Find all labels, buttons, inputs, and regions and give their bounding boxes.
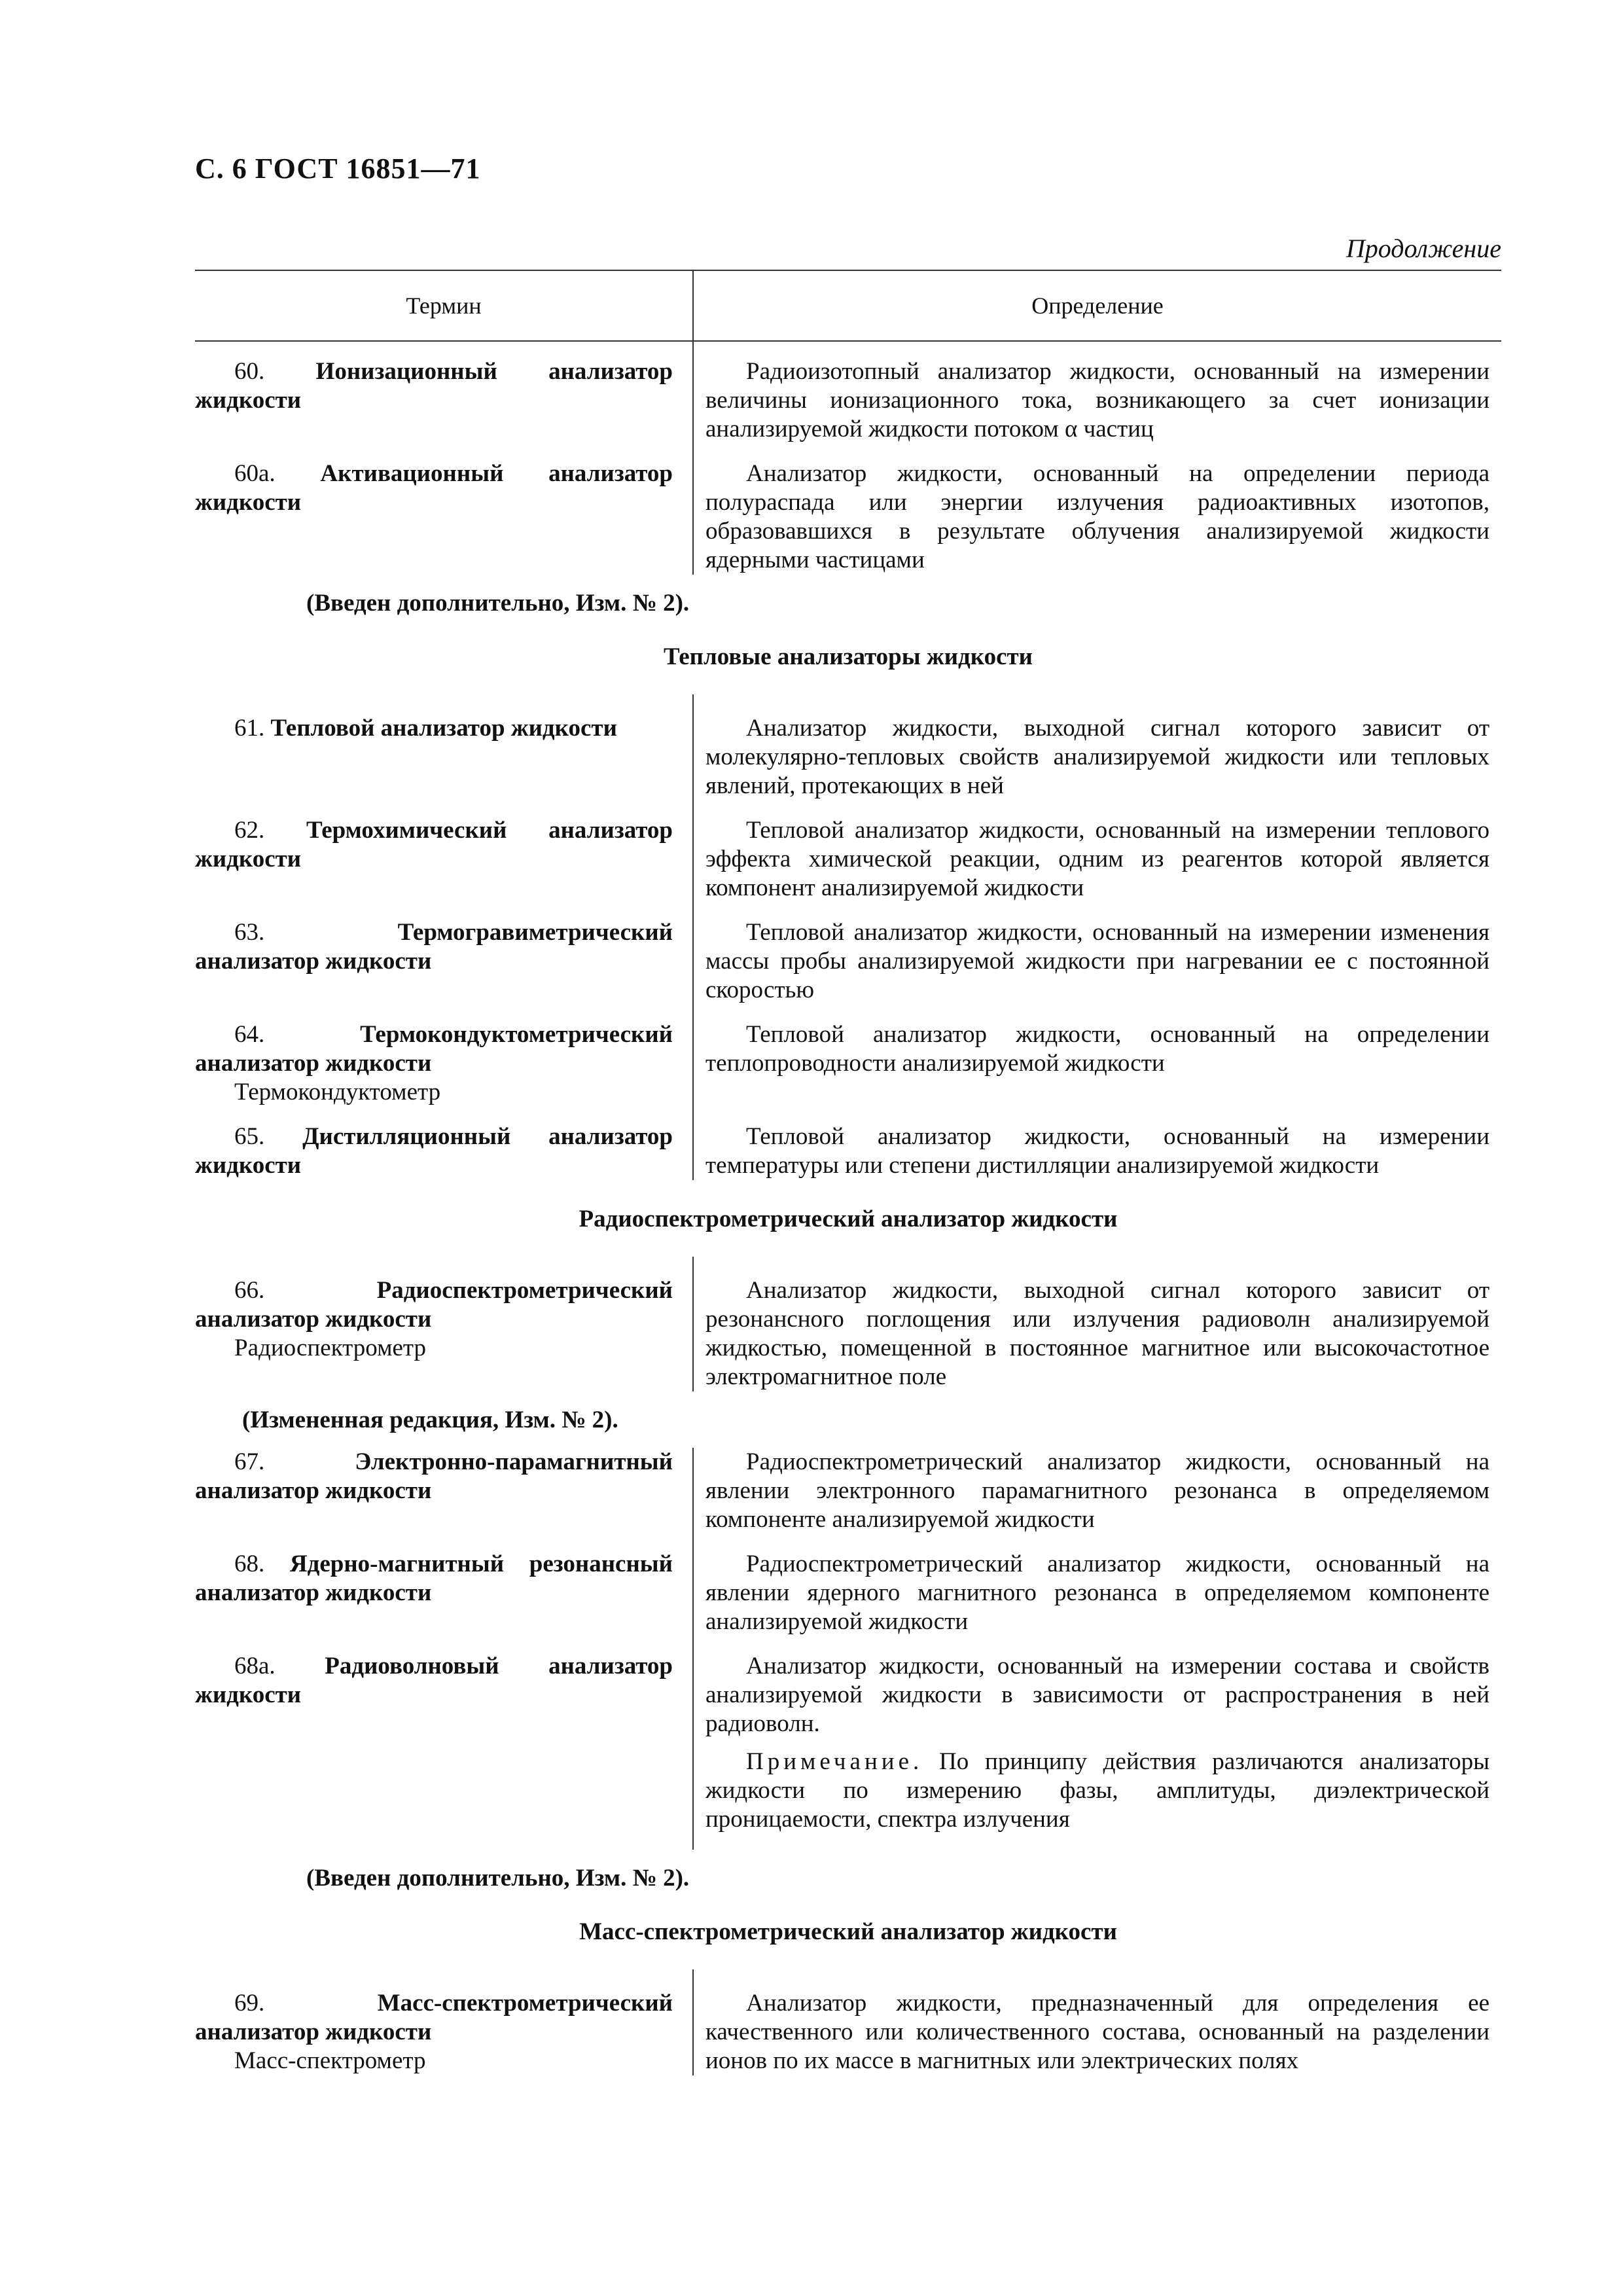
definition-cell: [694, 1276, 1501, 1391]
table-header: [195, 270, 1501, 342]
term-synonym: Радиоспектрометр: [234, 1335, 427, 1361]
definition-text: Радиоспектрометрический анализатор жидкости, основанный на явлении ядерного магнитного резонанса в определяемом компоненте анализируемой жидкости: [705, 1551, 1489, 1635]
term-synonym: Масс-спектрометр: [234, 2047, 426, 2074]
term-number: 63.: [234, 919, 265, 946]
definition-text: Анализатор жидкости, основанный на измерении состава и свойств анализируемой жидкости в зависимости от распространения в ней радиоволн.: [705, 1653, 1489, 1737]
term-number: 69.: [234, 1990, 265, 2017]
term-number: 64.: [234, 1021, 265, 1048]
note-text: По принципу действия различаются анализаторы жидкости по измерению фазы, амплитуды, диэлектрической проницаемости, спектра излучения: [705, 1748, 1489, 1833]
definition-text: Тепловой анализатор жидкости, основанный на измерении температуры или степени дистилляции анализируемой жидкости: [705, 1123, 1489, 1179]
term-name: Тепловой анализатор жидкости: [270, 715, 617, 742]
term-number: 68а.: [234, 1653, 276, 1679]
table-row: [195, 918, 1501, 1005]
definition-text: Анализатор жидкости, выходной сигнал которого зависит от резонансного поглощения или излучения радиоволн анализируемой жидкостью, помещенной в постоянное магнитное или высокочастотное электромагнитное поле: [705, 1277, 1489, 1390]
header-term: Термин: [195, 271, 694, 340]
term-cell: [195, 357, 694, 444]
table-row: [195, 1276, 1501, 1391]
definition-text: Радиоспектрометрический анализатор жидкости, основанный на явлении электронного парамагнитного резонанса в определяемом компоненте анализируемой жидкости: [705, 1448, 1489, 1533]
term-number: 68.: [234, 1551, 265, 1577]
definition-cell: [694, 918, 1501, 1005]
definition-cell: [694, 357, 1501, 444]
term-cell: [195, 1020, 694, 1107]
term-cell: [195, 1989, 694, 2075]
table-row: [195, 459, 1501, 575]
definition-text: Анализатор жидкости, выходной сигнал которого зависит от молекулярно-тепловых свойств анализируемой жидкости или тепловых явлений, протекающих в ней: [705, 715, 1489, 799]
term-number: 62.: [234, 817, 265, 844]
definition-text: Тепловой анализатор жидкости, основанный на измерении изменения массы пробы анализируемой жидкости при нагревании ее с постоянной скоростью: [705, 919, 1489, 1003]
term-number: 66.: [234, 1277, 265, 1304]
term-cell: [195, 1122, 694, 1180]
header-definition: Определение: [1031, 293, 1164, 319]
definition-cell: [694, 459, 1501, 575]
term-cell: [195, 918, 694, 1005]
page-header: С. 6 ГОСТ 16851—71: [195, 152, 481, 185]
section-title: Масс-спектрометрический анализатор жидкости: [579, 1918, 1117, 1945]
definition-text: Радиоизотопный анализатор жидкости, основанный на измерении величины ионизационного тока, возникающего за счет ионизации анализируемой жидкости потоком α частиц: [705, 358, 1489, 442]
definition-cell: [694, 1550, 1501, 1636]
term-cell: [195, 1276, 694, 1391]
amendment-note: (Введен дополнительно, Изм. № 2).: [306, 590, 690, 617]
table-row: [195, 816, 1501, 903]
term-synonym: Термокондуктометр: [234, 1079, 441, 1105]
table-row: [195, 1550, 1501, 1636]
table-row: [195, 1122, 1501, 1180]
definition-cell: [694, 1652, 1501, 1834]
term-name: Активационный анализатор жидкости: [195, 460, 673, 516]
term-cell: [195, 1652, 694, 1834]
definition-text: Анализатор жидкости, основанный на определении периода полураспада или энергии излучения радиоактивных изотопов, образовавшихся в результате облучения анализируемой жидкости ядерными частицами: [705, 460, 1489, 573]
definition-cell: [694, 1122, 1501, 1180]
definition-cell: [694, 1020, 1501, 1107]
definition-note: [705, 1748, 1489, 1834]
table-row: [195, 714, 1501, 800]
definition-cell: [694, 816, 1501, 903]
section-title: Тепловые анализаторы жидкости: [663, 643, 1033, 670]
definition-cell: [694, 1989, 1501, 2075]
definition-text: Анализатор жидкости, предназначенный для определения ее качественного или количественного состава, основанный на разделении ионов по их массе в магнитных или электрических полях: [705, 1990, 1489, 2074]
table-row: [195, 357, 1501, 444]
section-title: Радиоспектрометрический анализатор жидкости: [579, 1206, 1118, 1232]
term-number: 60а.: [234, 460, 276, 487]
definition-cell: [694, 1448, 1501, 1534]
term-name: Радиоволновый анализатор жидкости: [195, 1653, 673, 1708]
term-name: Ионизационный анализатор жидкости: [195, 358, 673, 414]
term-name: Термохимический анализатор жидкости: [195, 817, 673, 872]
term-name: Радиоспектрометрический анализатор жидкости: [195, 1277, 673, 1333]
amendment-note: (Введен дополнительно, Изм. № 2).: [306, 1865, 690, 1892]
term-cell: [195, 816, 694, 903]
term-name: Ядерно-магнитный резонансный анализатор жидкости: [195, 1551, 673, 1606]
term-number: 60.: [234, 358, 265, 385]
term-number: 61.: [234, 715, 265, 742]
table-row: [195, 1989, 1501, 2075]
term-name: Термокондуктометрический анализатор жидкости: [195, 1021, 673, 1077]
continuation-label: Продолжение: [1346, 234, 1501, 263]
term-cell: [195, 1550, 694, 1636]
note-label: Примечание.: [746, 1748, 923, 1775]
table-row: [195, 1652, 1501, 1834]
term-name: Термогравиметрический анализатор жидкости: [195, 919, 673, 975]
definition-cell: [694, 714, 1501, 800]
term-cell: [195, 714, 694, 800]
amendment-note: (Измененная редакция, Изм. № 2).: [242, 1407, 618, 1433]
table-row: [195, 1020, 1501, 1107]
definition-text: Тепловой анализатор жидкости, основанный на измерении теплового эффекта химической реакции, одним из реагентов которой является компонент анализируемой жидкости: [705, 817, 1489, 901]
term-cell: [195, 459, 694, 575]
term-name: Дистилляционный анализатор жидкости: [195, 1123, 673, 1179]
term-cell: [195, 1448, 694, 1534]
term-name: Масс-спектрометрический анализатор жидкости: [195, 1990, 673, 2045]
term-name: Электронно-парамагнитный анализатор жидкости: [195, 1448, 673, 1504]
term-number: 65.: [234, 1123, 265, 1150]
table-row: [195, 1448, 1501, 1534]
terms-table: [195, 270, 1501, 2075]
definition-text: Тепловой анализатор жидкости, основанный на определении теплопроводности анализируемой жидкости: [705, 1021, 1489, 1077]
term-number: 67.: [234, 1448, 265, 1475]
